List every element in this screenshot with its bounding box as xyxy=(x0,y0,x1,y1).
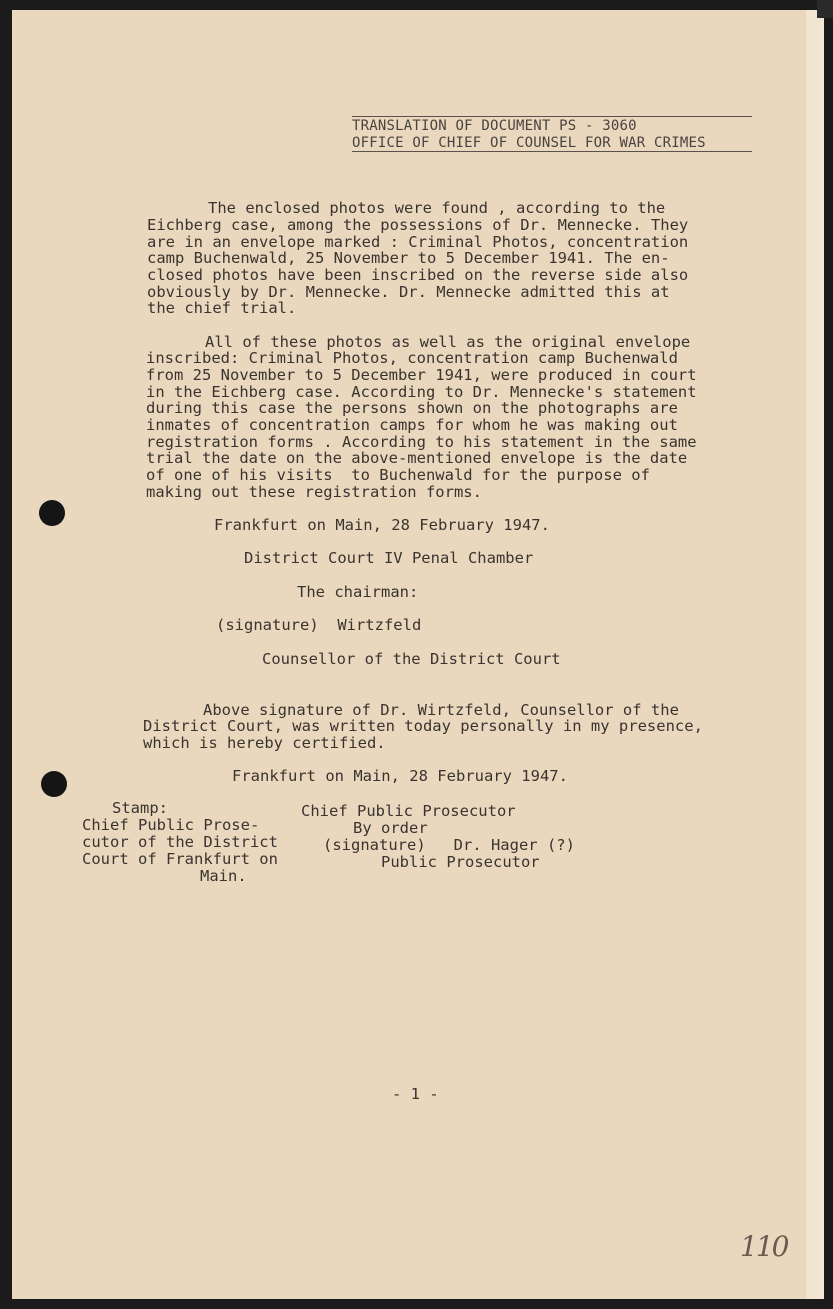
corner-mark xyxy=(817,0,833,18)
document-reference: TRANSLATION OF DOCUMENT PS - 3060 xyxy=(352,118,637,134)
place-date-2: Frankfurt on Main, 28 February 1947. xyxy=(232,767,568,785)
text-line: camp Buchenwald, 25 November to 5 December 1941. The en- xyxy=(147,249,670,267)
page-number: - 1 - xyxy=(392,1085,439,1103)
page-edge xyxy=(806,10,820,1299)
text-line: registration forms . According to his statement in the same xyxy=(146,433,697,451)
signature-line: (signature) Wirtzfeld xyxy=(216,616,422,634)
prosecutor-signature: (signature) Dr. Hager (?) xyxy=(323,836,575,854)
text-line: of one of his visits to Buchenwald for the purpose of xyxy=(146,466,650,484)
text-line: making out these registration forms. xyxy=(146,483,482,501)
stamp-line: Chief Public Prose- xyxy=(82,816,260,834)
text-line: trial the date on the above-mentioned envelope is the date xyxy=(146,449,688,467)
text-line: which is hereby certified. xyxy=(143,734,386,752)
court-name: District Court IV Penal Chamber xyxy=(244,549,534,567)
text-line: closed photos have been inscribed on the reverse side also xyxy=(147,266,689,284)
counsellor-title: Counsellor of the District Court xyxy=(262,650,561,668)
office-title: OFFICE OF CHIEF OF COUNSEL FOR WAR CRIMES xyxy=(352,135,706,151)
text-line: The enclosed photos were found , according to the xyxy=(208,199,666,217)
stamp-line: Main. xyxy=(200,867,247,885)
by-order: By order xyxy=(353,819,428,837)
header-overline xyxy=(352,116,752,117)
text-line: All of these photos as well as the original envelope xyxy=(205,333,691,351)
text-line: District Court, was written today personally in my presence, xyxy=(143,717,703,735)
stamp-line: cutor of the District xyxy=(82,833,278,851)
public-prosecutor: Public Prosecutor xyxy=(381,853,540,871)
stamp-label: Stamp: xyxy=(112,799,168,817)
stamp-line: Court of Frankfurt on xyxy=(82,850,278,868)
text-line: from 25 November to 5 December 1941, were produced in court xyxy=(146,366,697,384)
text-line: the chief trial. xyxy=(147,299,297,317)
punch-hole-bottom xyxy=(41,771,67,797)
folio-number: 110 xyxy=(740,1230,788,1263)
text-line: obviously by Dr. Mennecke. Dr. Mennecke admitted this at xyxy=(147,283,670,301)
chairman-label: The chairman: xyxy=(297,583,419,601)
text-line: are in an envelope marked : Criminal Photos, concentration xyxy=(147,233,689,251)
text-line: inscribed: Criminal Photos, concentration camp Buchenwald xyxy=(146,349,678,367)
punch-hole-top xyxy=(39,500,65,526)
text-line: Above signature of Dr. Wirtzfeld, Counsellor of the xyxy=(203,701,679,719)
text-line: inmates of concentration camps for whom he was making out xyxy=(146,416,678,434)
text-line: in the Eichberg case. According to Dr. Mennecke's statement xyxy=(146,383,697,401)
text-line: Eichberg case, among the possessions of Dr. Mennecke. They xyxy=(147,216,689,234)
prosecutor-title: Chief Public Prosecutor xyxy=(301,802,516,820)
text-line: during this case the persons shown on the photographs are xyxy=(146,399,678,417)
header-underline xyxy=(352,151,752,152)
place-date: Frankfurt on Main, 28 February 1947. xyxy=(214,516,550,534)
